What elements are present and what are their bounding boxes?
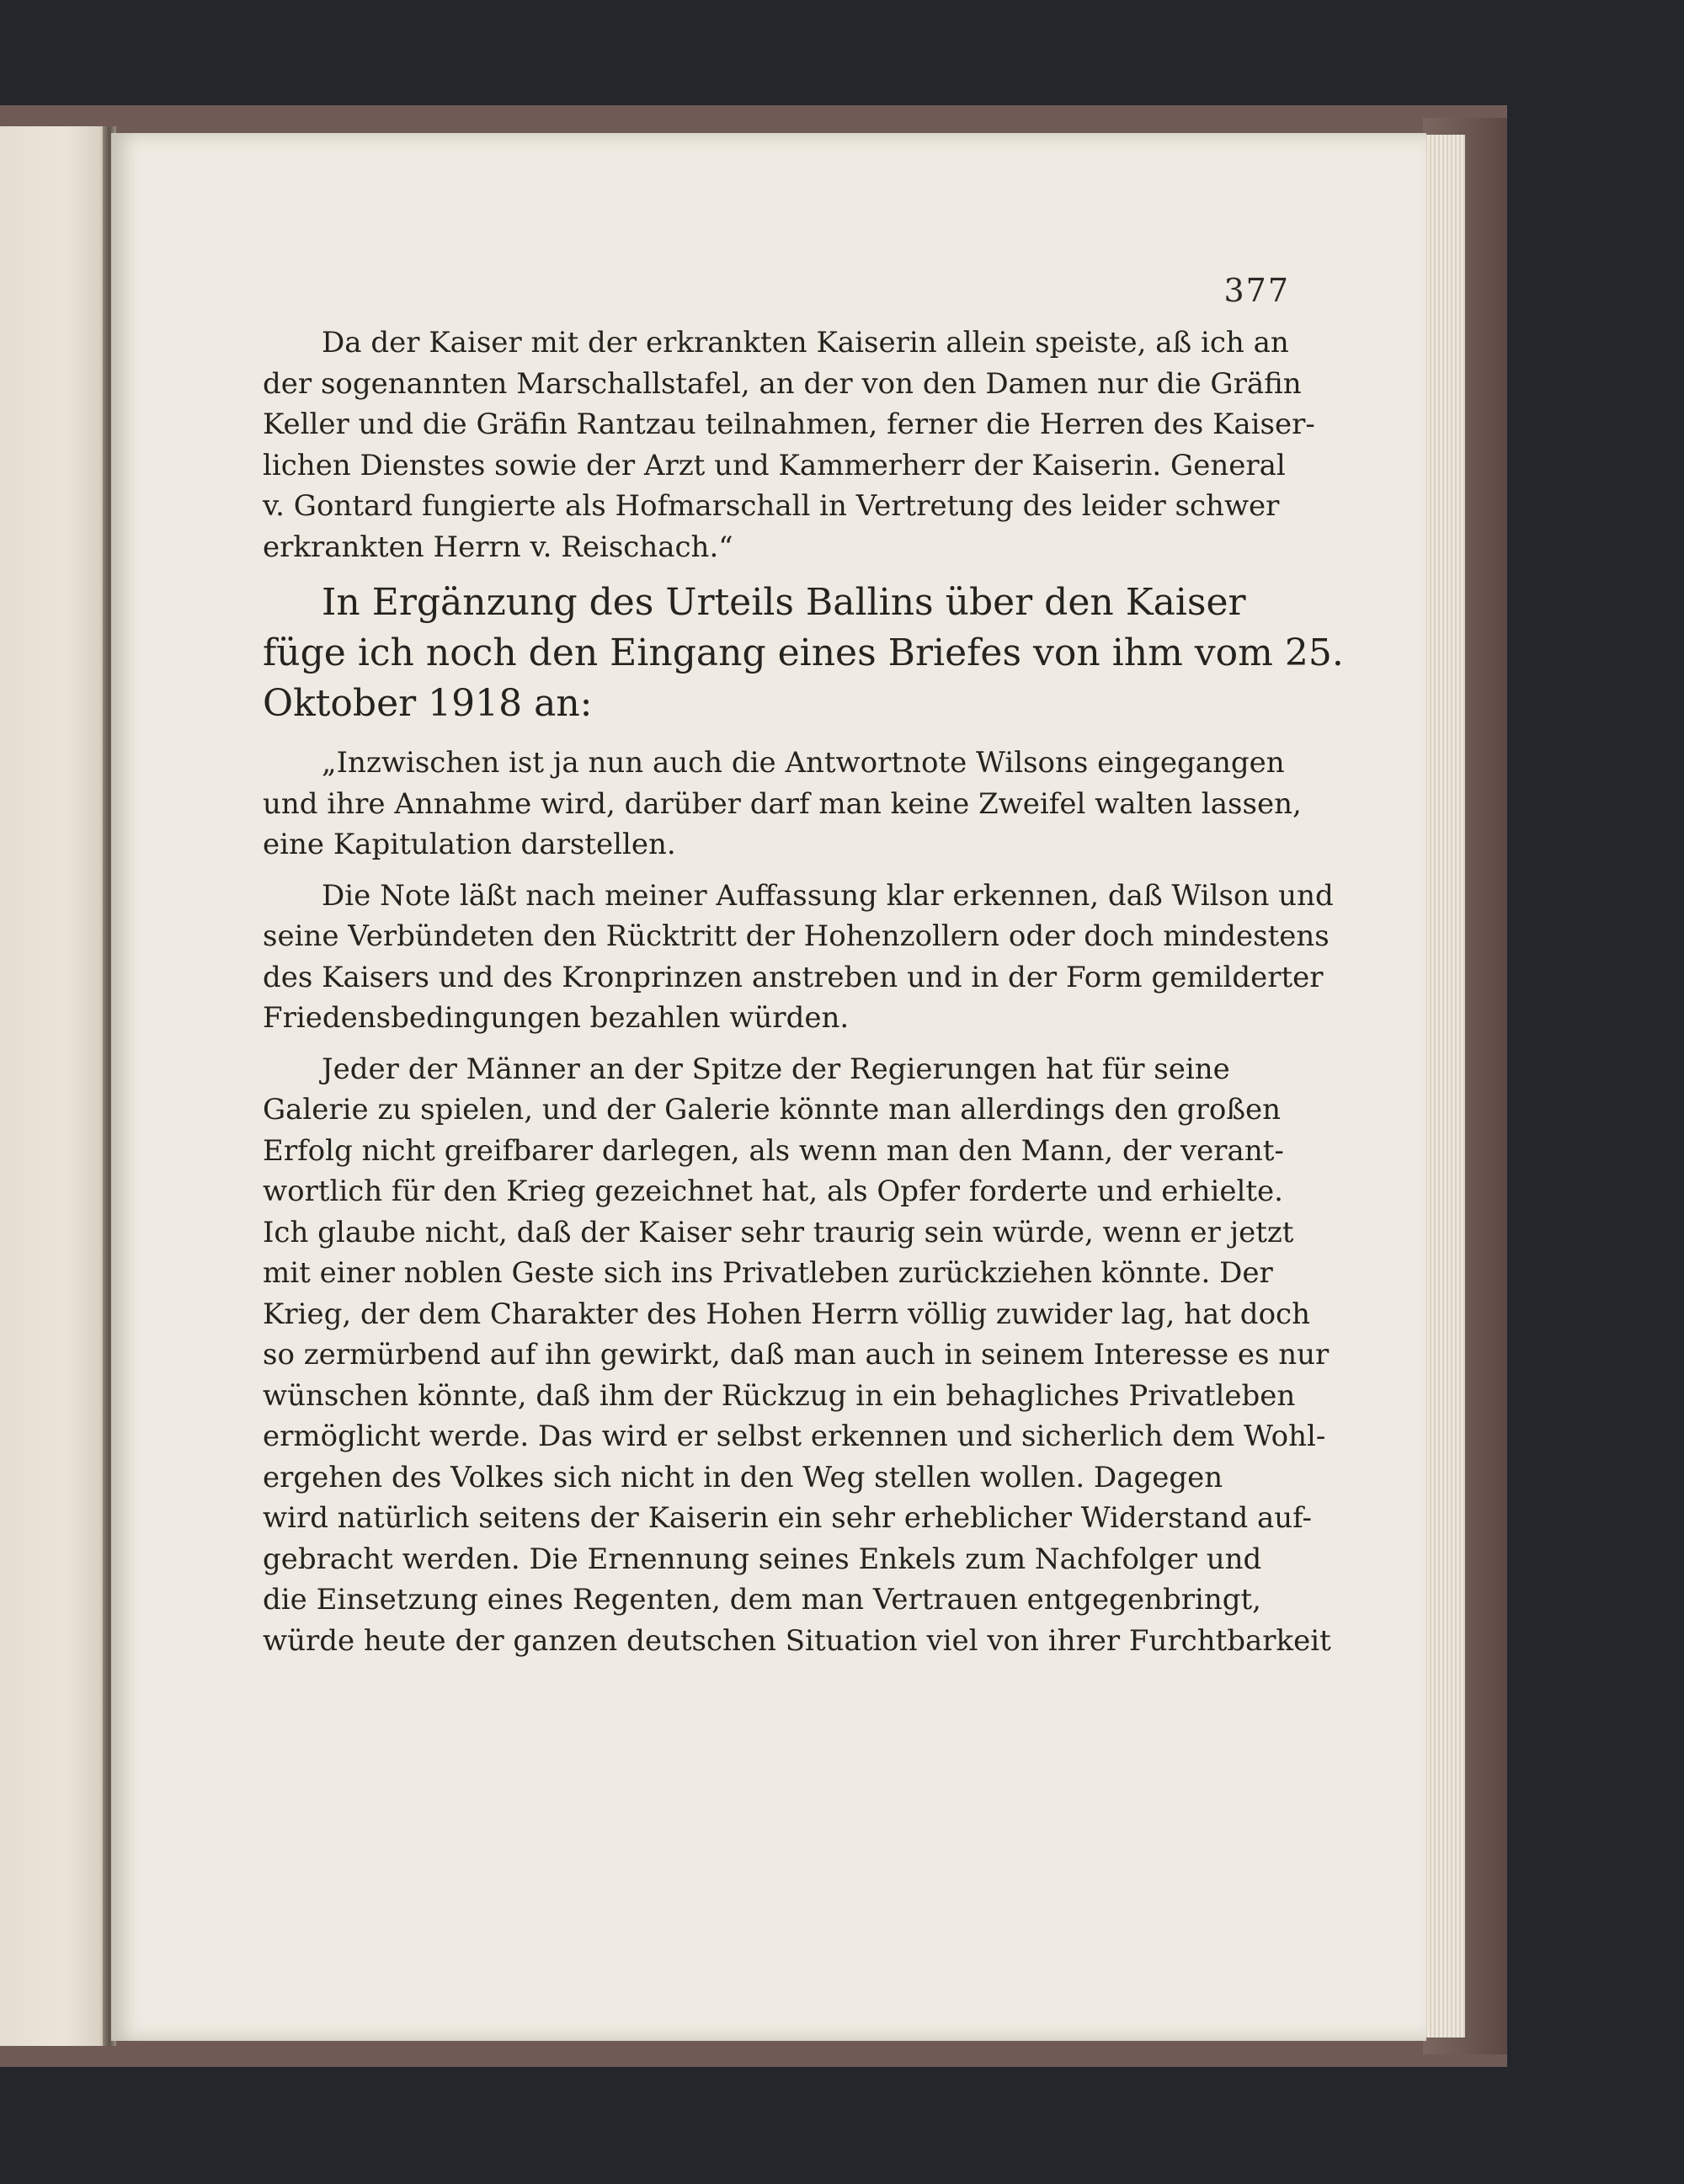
text-line: würde heute der ganzen deutschen Situation viel von ihrer Furchtbarkeit: [263, 1623, 1331, 1658]
text-line: Da der Kaiser mit der erkrankten Kaiserin allein speiste, aß ich an: [322, 326, 1289, 360]
text-line: Ich glaube nicht, daß der Kaiser sehr traurig sein würde, wenn er jetzt: [263, 1215, 1294, 1249]
heading-line: füge ich noch den Eingang eines Briefes von ihm vom 25.: [263, 631, 1344, 674]
text-line: v. Gontard fungierte als Hofmarschall in Vertretung des leider schwer: [263, 489, 1280, 523]
text-line: eine Kapitulation darstellen.: [263, 828, 676, 861]
text-line: „Inzwischen ist ja nun auch die Antwortnote Wilsons eingegangen: [322, 746, 1285, 780]
right-page: [111, 133, 1426, 2041]
text-line: erkrankten Herrn v. Reischach.“: [263, 530, 733, 564]
text-line: wird natürlich seitens der Kaiserin ein sehr erheblicher Widerstand auf-: [263, 1501, 1313, 1535]
text-line: Die Note läßt nach meiner Auffassung klar erkennen, daß Wilson und: [322, 878, 1334, 913]
text-line: Jeder der Männer an der Spitze der Regierungen hat für seine: [322, 1052, 1230, 1086]
text-line: gebracht werden. Die Ernennung seines Enkels zum Nachfolger und: [263, 1542, 1262, 1576]
text-line: mit einer noblen Geste sich ins Privatleben zurückziehen könnte. Der: [263, 1256, 1273, 1290]
text-line: des Kaisers und des Kronprinzen anstreben und in der Form gemilderter: [263, 960, 1324, 994]
text-line: Keller und die Gräfin Rantzau teilnahmen, ferner die Herren des Kaiser-: [263, 408, 1315, 441]
text-line: und ihre Annahme wird, darüber darf man keine Zweifel walten lassen,: [263, 786, 1302, 821]
paragraph-dinner: [263, 322, 1315, 567]
text-line: so zermürbend auf ihn gewirkt, daß man auch in seinem Interesse es nur: [263, 1338, 1330, 1372]
heading-line: In Ergänzung des Urteils Ballins über den Kaiser: [322, 581, 1246, 624]
quote-paragraph-3: [263, 1049, 1331, 1662]
text-line: ergehen des Volkes sich nicht in den Weg stellen wollen. Dagegen: [263, 1460, 1223, 1494]
text-line: ermöglicht werde. Das wird er selbst erkennen und sicherlich dem Wohl-: [263, 1420, 1326, 1453]
text-line: Galerie zu spielen, und der Galerie könnte man allerdings den großen: [263, 1093, 1282, 1127]
text-line: Friedensbedingungen bezahlen würden.: [263, 1001, 850, 1035]
page-text: [263, 322, 1344, 1671]
text-line: wortlich für den Krieg gezeichnet hat, als Opfer forderte und erhielte.: [263, 1175, 1283, 1208]
paragraph-heading: [263, 578, 1344, 729]
text-line: Erfolg nicht greifbarer darlegen, als wenn man den Mann, der verant-: [263, 1133, 1284, 1168]
page-number: 377: [1223, 272, 1290, 309]
text-line: seine Verbündeten den Rücktritt der Hohenzollern oder doch mindestens: [263, 919, 1330, 953]
text-line: wünschen könnte, daß ihm der Rückzug in ein behagliches Privatleben: [263, 1378, 1296, 1413]
quote-paragraph-1: [263, 743, 1302, 866]
text-line: lichen Dienstes sowie der Arzt und Kammerherr der Kaiserin. General: [263, 448, 1286, 482]
quote-paragraph-2: [263, 876, 1334, 1039]
text-line: der sogenannten Marschallstafel, an der von den Damen nur die Gräfin: [263, 366, 1302, 401]
left-page-edge: [0, 126, 108, 2046]
heading-line: Oktober 1918 an:: [263, 682, 593, 725]
text-line: Krieg, der dem Charakter des Hohen Herrn völlig zuwider lag, hat doch: [263, 1297, 1310, 1331]
text-line: die Einsetzung eines Regenten, dem man Vertrauen entgegenbringt,: [263, 1583, 1261, 1617]
